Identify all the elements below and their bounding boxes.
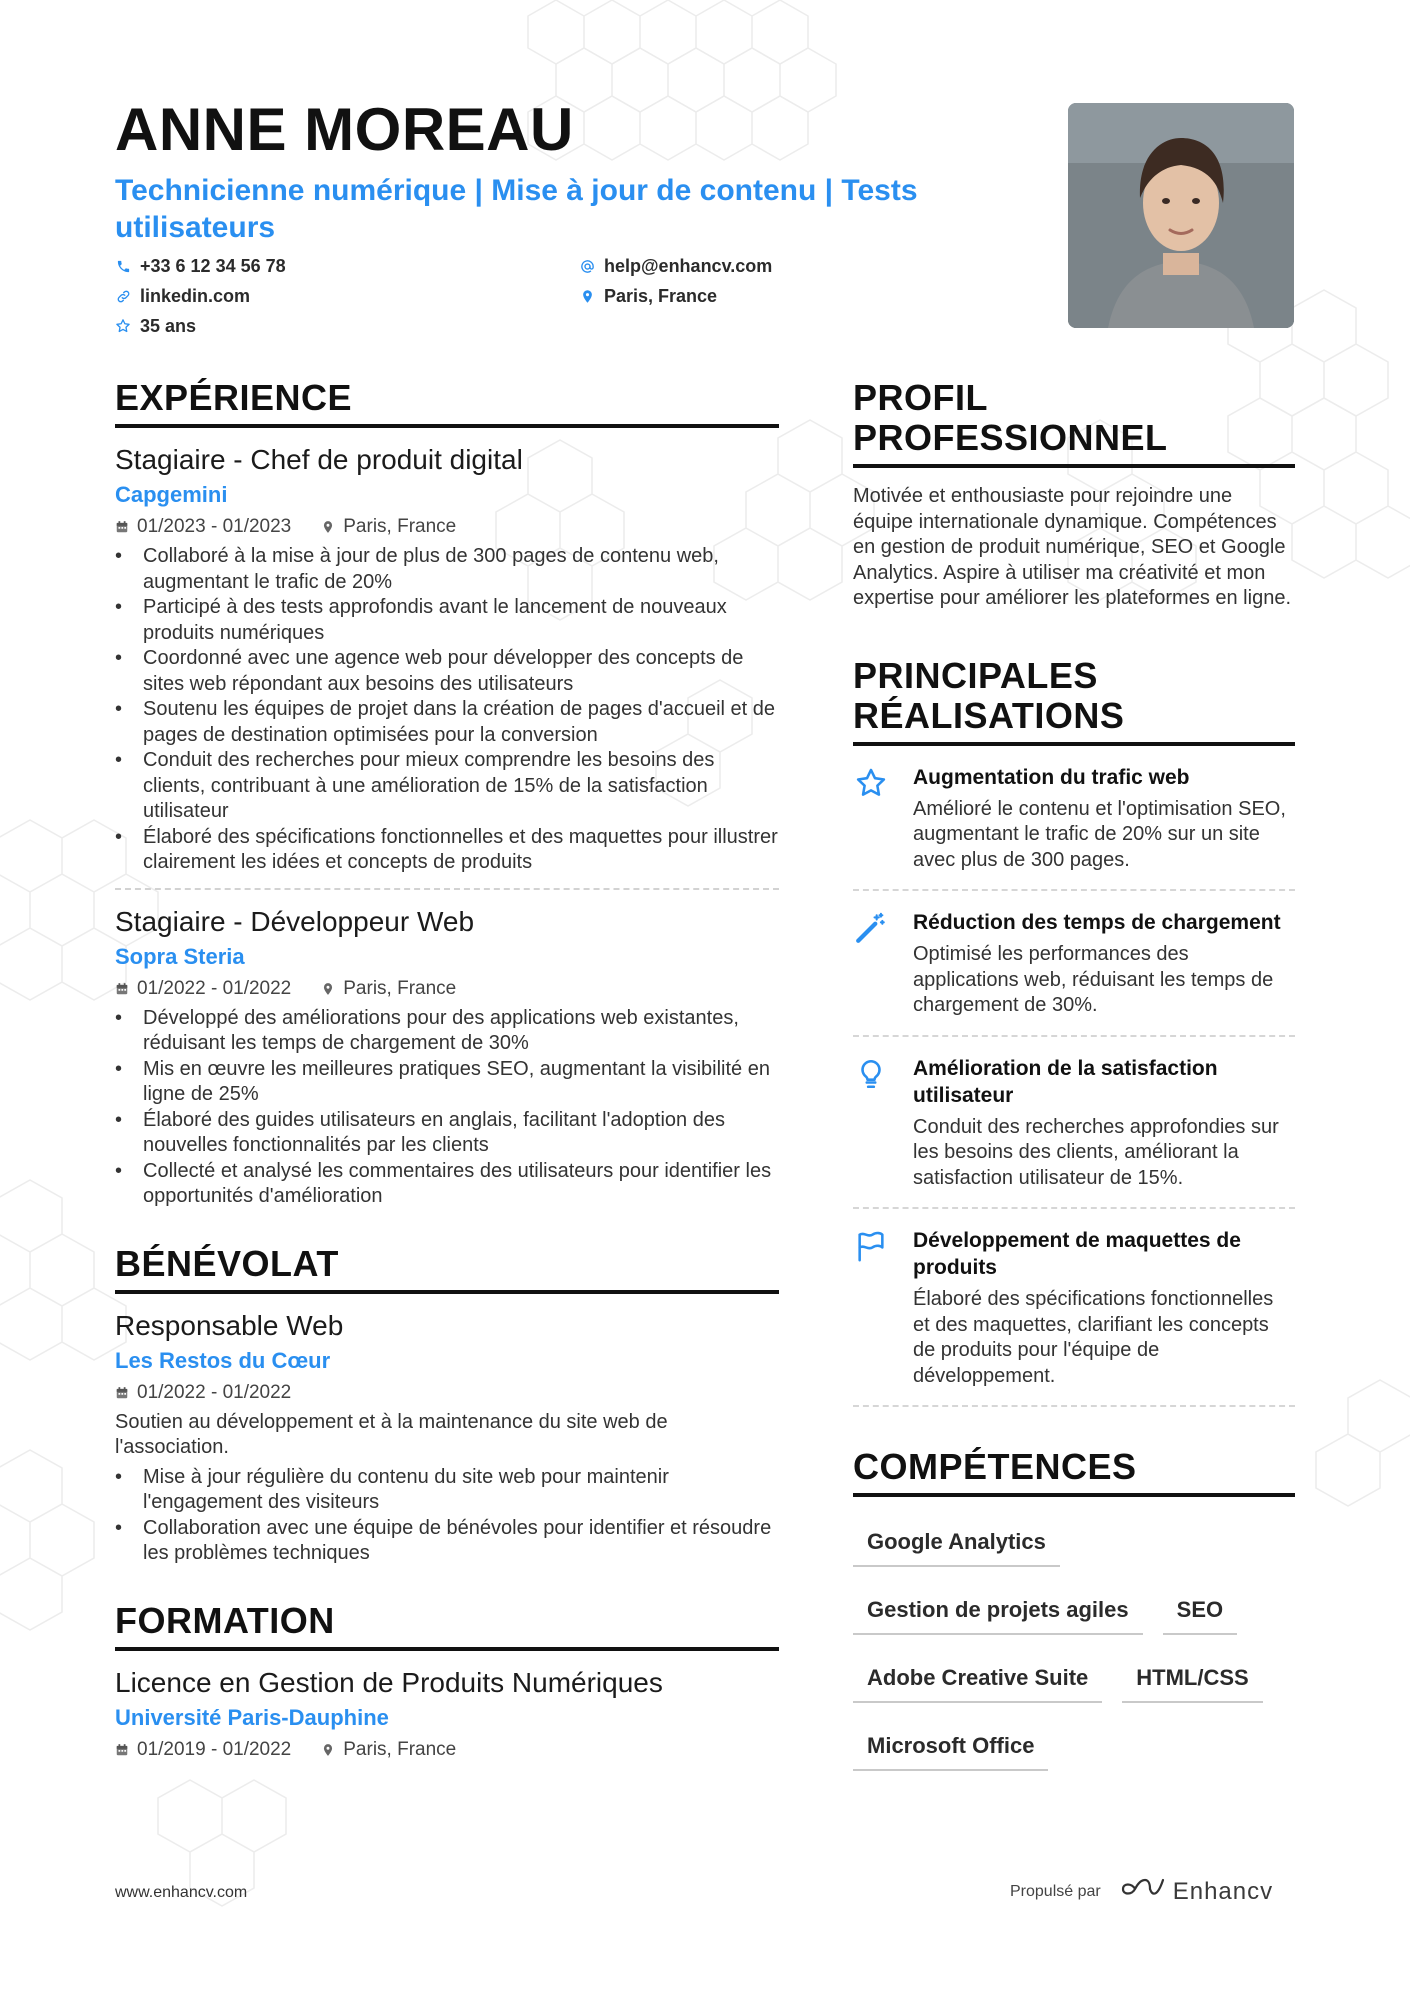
right-column [853, 378, 1295, 1779]
skills-list [853, 1507, 1295, 1779]
link-icon [115, 288, 131, 304]
list-item: • Développé des améliorations pour des applications web existantes, réduisant les temps de chargement de 30% [115, 1006, 779, 1057]
contact-age: 35 ans [115, 314, 579, 338]
job-title: Stagiaire - Chef de produit digital [115, 444, 523, 475]
contact-location: Paris, France [579, 284, 819, 308]
school-name: Université Paris-Dauphine [115, 1704, 389, 1730]
flag-icon [853, 1227, 913, 1389]
job-meta [115, 976, 779, 1002]
achievement-text: Optimisé les performances des applications web, réduisant les temps de chargement de 30%. [913, 943, 1274, 1016]
list-item: • Collaboré à la mise à jour de plus de 300 pages de contenu web, augmentant le trafic de 20% [115, 544, 779, 595]
skill-tag: Adobe Creative Suite [853, 1651, 1102, 1703]
volunteer-dates: 01/2022 - 01/2022 [137, 1381, 292, 1403]
job-location: Paris, France [343, 516, 457, 537]
list-item: • Collecté et analysé les commentaires des utilisateurs pour identifier les opportunités d'amélioration [115, 1159, 779, 1210]
left-column [115, 378, 779, 1763]
location-pin-icon [321, 1743, 335, 1757]
achievement-title: Amélioration de la satisfaction utilisateur [913, 1056, 1218, 1107]
volunteer-bullets [115, 1465, 779, 1567]
achievement-title: Augmentation du trafic web [913, 765, 1190, 789]
contact-info [115, 254, 815, 338]
job-meta [115, 514, 779, 540]
achievement-item [853, 746, 1295, 892]
at-icon [579, 258, 595, 274]
list-item: • Mis en œuvre les meilleures pratiques SEO, augmentant la visibilité en ligne de 25% [115, 1057, 779, 1108]
volunteer-role: Responsable Web [115, 1309, 344, 1341]
education-meta [115, 1737, 779, 1763]
job-location: Paris, France [343, 977, 457, 999]
achievement-item [853, 1037, 1295, 1210]
location-pin-icon [321, 982, 335, 996]
list-item: • Collaboration avec une équipe de bénévoles pour identifier et résoudre les problèmes techniques [115, 1516, 779, 1567]
candidate-headline: Technicienne numérique | Mise à jour de contenu | Tests utilisateurs [115, 174, 918, 244]
achievement-text: Élaboré des spécifications fonctionnelles et des maquettes, clarifiant les concepts de produits pour l'équipe de développement. [913, 1288, 1274, 1387]
experience-entry [115, 890, 779, 1210]
list-item: • Soutenu les équipes de projet dans la création de pages d'accueil et de pages de destination optimisées pour la conversion [115, 697, 779, 748]
calendar-icon [115, 1386, 129, 1400]
profile-section-title: PROFIL PROFESSIONNEL [853, 378, 1295, 468]
skill-tag: Microsoft Office [853, 1719, 1048, 1771]
company-name: Sopra Steria [115, 943, 245, 969]
skill-tag: Gestion de projets agiles [853, 1583, 1143, 1635]
volunteer-description: Soutien au développement et à la maintenance du site web de l'association. [115, 1410, 668, 1458]
lightbulb-icon [853, 1055, 913, 1192]
calendar-icon [115, 1743, 129, 1757]
volunteer-meta [115, 1380, 779, 1406]
job-bullets [115, 544, 779, 876]
skill-tag: SEO [1163, 1583, 1237, 1635]
enhancv-brand: Enhancv [1172, 1877, 1274, 1905]
enhancv-logo-icon [1121, 1876, 1165, 1907]
skill-tag: HTML/CSS [1122, 1651, 1262, 1703]
volunteer-org: Les Restos du Cœur [115, 1347, 331, 1373]
footer-branding [1010, 1876, 1273, 1907]
profile-photo [1068, 103, 1294, 328]
location-pin-icon [579, 288, 595, 304]
list-item: • Élaboré des guides utilisateurs en anglais, facilitant l'adoption des nouvelles fonctionnalités par les clients [115, 1108, 779, 1159]
profile-summary: Motivée et enthousiaste pour rejoindre une équipe internationale dynamique. Compétences en gestion de produit numérique, SEO et Google Analytics. Aspire à utiliser ma créativité et mon expertise pour améliorer les plateformes en ligne. [853, 485, 1291, 609]
education-entry [115, 1651, 779, 1763]
achievement-title: Développement de maquettes de produits [913, 1229, 1241, 1279]
star-icon [853, 764, 913, 874]
powered-by-label: Propulsé par [1010, 1882, 1101, 1900]
list-item: • Mise à jour régulière du contenu du site web pour maintenir l'engagement des visiteurs [115, 1465, 779, 1516]
job-title: Stagiaire - Développeur Web [115, 905, 475, 937]
education-dates: 01/2019 - 01/2022 [137, 1738, 292, 1760]
degree-title: Licence en Gestion de Produits Numériques [115, 1666, 663, 1698]
volunteering-section-title: BÉNÉVOLAT [115, 1244, 779, 1294]
achievement-title: Réduction des temps de chargement [913, 911, 1281, 934]
footer-website[interactable]: www.enhancv.com [115, 1884, 248, 1901]
list-item: • Conduit des recherches pour mieux comprendre les besoins des clients, contribuant à une amélioration de 15% de la satisfaction utilisateur [115, 748, 779, 825]
calendar-icon [115, 982, 129, 996]
experience-entry [115, 428, 779, 890]
achievement-text: Amélioré le contenu et l'optimisation SEO, augmentant le trafic de 20% sur un site avec plus de 300 pages. [913, 797, 1286, 871]
job-dates: 01/2022 - 01/2022 [137, 977, 292, 999]
calendar-icon [115, 520, 129, 534]
skill-tag: Google Analytics [853, 1515, 1060, 1567]
achievement-text: Conduit des recherches approfondies sur les besoins des clients, améliorant la satisfaction utilisateur de 15%. [913, 1115, 1279, 1189]
experience-section-title: EXPÉRIENCE [115, 378, 779, 428]
achievements-section-title: PRINCIPALES RÉALISATIONS [853, 656, 1295, 746]
contact-phone[interactable]: +33 6 12 34 56 78 [115, 254, 579, 278]
candidate-name: ANNE MOREAU [115, 96, 574, 163]
contact-website[interactable]: linkedin.com [115, 284, 579, 308]
contact-email[interactable]: help@enhancv.com [579, 254, 819, 278]
volunteering-entry [115, 1294, 779, 1567]
achievement-item [853, 1209, 1295, 1407]
company-name: Capgemini [115, 482, 228, 507]
star-icon [115, 318, 131, 334]
skills-section-title: COMPÉTENCES [853, 1447, 1295, 1497]
list-item: • Participé à des tests approfondis avant le lancement de nouveaux produits numériques [115, 595, 779, 646]
job-bullets [115, 1006, 779, 1210]
list-item: • Élaboré des spécifications fonctionnelles et des maquettes pour illustrer clairement les idées et concepts de produits [115, 825, 779, 876]
education-location: Paris, France [343, 1738, 457, 1760]
magic-wand-icon [853, 909, 913, 1019]
education-section-title: FORMATION [115, 1601, 779, 1651]
phone-icon [115, 258, 131, 274]
location-pin-icon [321, 520, 335, 534]
list-item: • Coordonné avec une agence web pour développer des concepts de sites web répondant aux besoins des utilisateurs [115, 646, 779, 697]
job-dates: 01/2023 - 01/2023 [137, 516, 292, 537]
achievement-item [853, 891, 1295, 1037]
